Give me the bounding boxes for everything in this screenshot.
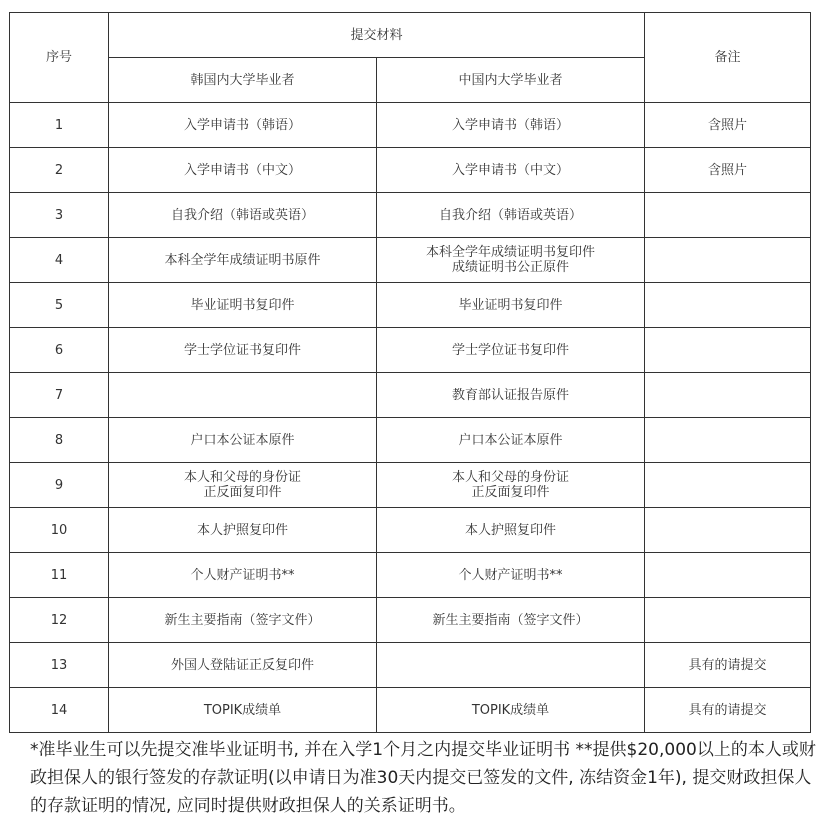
remark-cell — [645, 238, 811, 283]
table-row — [10, 553, 811, 598]
remark-cell — [645, 418, 811, 463]
footnote: *准毕业生可以先提交准毕业证明书, 并在入学1个月之内提交毕业证明书 **提供$20,000以上的本人或财政担保人的银行签发的存款证明(以申请日为准30天内提交已签发的文件, 冻结资金1年), 提交财政担保人的存款证明的情况, 应同时提供财政担保人的关系证明书。 — [30, 740, 816, 816]
cell-line: 毕业证明书复印件 — [458, 297, 563, 313]
row-number: 3 — [10, 193, 109, 238]
header-materials: 提交材料 — [109, 13, 645, 58]
cell-line: TOPIK成绩单 — [471, 702, 550, 718]
materials-table — [9, 12, 811, 733]
remark-cell: 含照片 — [645, 148, 811, 193]
cell-line: 正反面复印件 — [471, 485, 550, 500]
korean-grad-cell — [109, 373, 377, 418]
remark-cell — [645, 463, 811, 508]
china-grad-cell — [377, 148, 645, 193]
cell-line: 正反面复印件 — [203, 485, 282, 500]
cell-line: 入学申请书（中文） — [452, 162, 570, 178]
table-row — [10, 463, 811, 508]
cell-line: 个人财产证明书** — [190, 567, 295, 583]
china-grad-cell — [377, 373, 645, 418]
korean-grad-cell — [109, 103, 377, 148]
korean-grad-cell — [109, 238, 377, 283]
remark-cell — [645, 553, 811, 598]
cell-line: 本人和父母的身份证 — [183, 470, 301, 485]
cell-line: 教育部认证报告原件 — [452, 387, 570, 403]
remark-cell — [645, 373, 811, 418]
korean-grad-cell — [109, 643, 377, 688]
remark-cell — [645, 508, 811, 553]
korean-grad-cell — [109, 193, 377, 238]
china-grad-cell — [377, 598, 645, 643]
header-seq: 序号 — [10, 13, 109, 103]
cell-line: 本人和父母的身份证 — [452, 470, 570, 485]
remark-cell — [645, 328, 811, 373]
china-grad-cell — [377, 688, 645, 733]
table-row — [10, 598, 811, 643]
cell-line: 毕业证明书复印件 — [190, 297, 295, 313]
cell-line: 新生主要指南（签字文件） — [164, 612, 321, 628]
cell-line: 外国人登陆证正反复印件 — [170, 657, 314, 673]
remark-cell — [645, 283, 811, 328]
table-row — [10, 418, 811, 463]
row-number: 12 — [10, 598, 109, 643]
table-row — [10, 328, 811, 373]
cell-line: 入学申请书（韩语） — [452, 117, 570, 133]
remark-cell: 具有的请提交 — [645, 688, 811, 733]
table-row — [10, 508, 811, 553]
header-row — [10, 13, 811, 58]
cell-line: 本人护照复印件 — [465, 522, 557, 538]
korean-grad-cell — [109, 553, 377, 598]
row-number: 9 — [10, 463, 109, 508]
cell-line: 学士学位证书复印件 — [452, 342, 570, 358]
china-grad-cell — [377, 193, 645, 238]
korean-grad-cell — [109, 508, 377, 553]
cell-line: 户口本公证本原件 — [458, 432, 563, 448]
remark-cell — [645, 598, 811, 643]
table-row — [10, 373, 811, 418]
table-row — [10, 643, 811, 688]
table-row — [10, 283, 811, 328]
row-number: 10 — [10, 508, 109, 553]
cell-line: 自我介绍（韩语或英语） — [439, 207, 583, 223]
table-row — [10, 148, 811, 193]
row-number: 13 — [10, 643, 109, 688]
cell-line: 新生主要指南（签字文件） — [432, 612, 589, 628]
row-number: 5 — [10, 283, 109, 328]
china-grad-cell — [377, 463, 645, 508]
cell-line: 本科全学年成绩证明书复印件 — [426, 245, 596, 260]
cell-line: TOPIK成绩单 — [203, 702, 282, 718]
cell-line: 入学申请书（韩语） — [183, 117, 301, 133]
korean-grad-cell — [109, 283, 377, 328]
cell-line: 本人护照复印件 — [196, 522, 288, 538]
table-row — [10, 103, 811, 148]
remark-cell: 含照片 — [645, 103, 811, 148]
cell-line: 本科全学年成绩证明书原件 — [164, 252, 321, 268]
row-number: 11 — [10, 553, 109, 598]
header-china-grad: 中国内大学毕业者 — [377, 58, 645, 103]
row-number: 6 — [10, 328, 109, 373]
table-row — [10, 193, 811, 238]
row-number: 14 — [10, 688, 109, 733]
cell-line: 入学申请书（中文） — [183, 162, 301, 178]
korean-grad-cell — [109, 688, 377, 733]
china-grad-cell — [377, 238, 645, 283]
row-number: 7 — [10, 373, 109, 418]
korean-grad-cell — [109, 463, 377, 508]
remark-cell — [645, 193, 811, 238]
remark-cell: 具有的请提交 — [645, 643, 811, 688]
korean-grad-cell — [109, 148, 377, 193]
table-row — [10, 238, 811, 283]
china-grad-cell — [377, 103, 645, 148]
china-grad-cell — [377, 328, 645, 373]
cell-line: 成绩证明书公正原件 — [452, 260, 570, 275]
row-number: 1 — [10, 103, 109, 148]
cell-line: 学士学位证书复印件 — [183, 342, 301, 358]
cell-line: 户口本公证本原件 — [190, 432, 295, 448]
china-grad-cell — [377, 508, 645, 553]
china-grad-cell — [377, 553, 645, 598]
row-number: 4 — [10, 238, 109, 283]
china-grad-cell — [377, 283, 645, 328]
header-remark: 备注 — [645, 13, 811, 103]
korean-grad-cell — [109, 418, 377, 463]
row-number: 2 — [10, 148, 109, 193]
row-number: 8 — [10, 418, 109, 463]
cell-line: 自我介绍（韩语或英语） — [170, 207, 314, 223]
table-row — [10, 688, 811, 733]
korean-grad-cell — [109, 328, 377, 373]
korean-grad-cell — [109, 598, 377, 643]
china-grad-cell — [377, 643, 645, 688]
china-grad-cell — [377, 418, 645, 463]
cell-line: 个人财产证明书** — [458, 567, 563, 583]
header-korean-grad: 韩国内大学毕业者 — [109, 58, 377, 103]
